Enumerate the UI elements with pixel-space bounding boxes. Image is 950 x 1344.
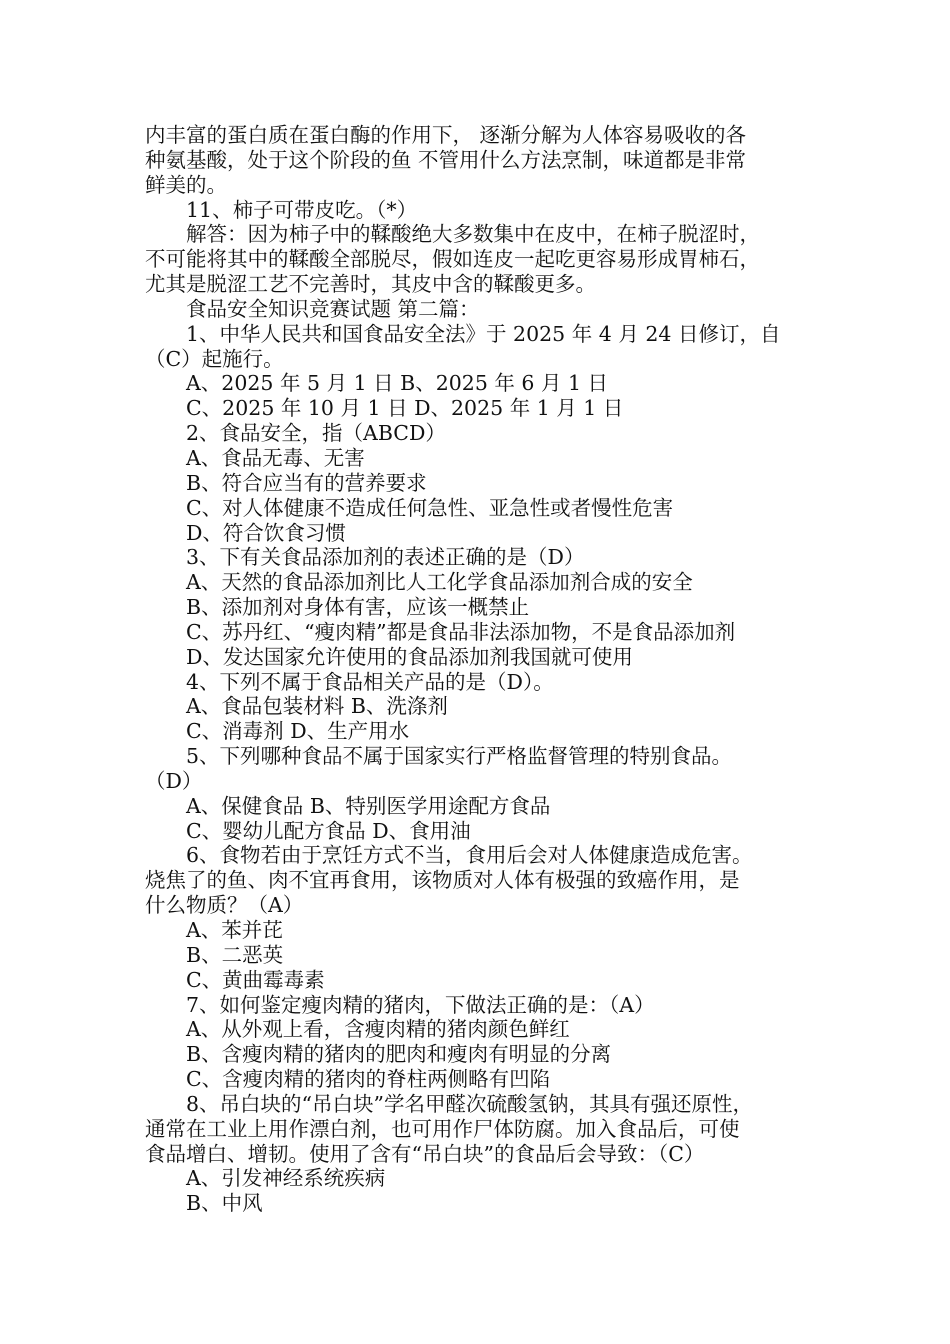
text-line: 食品安全知识竞赛试题 第二篇： [186,296,480,321]
text-line: 什么物质？（A） [145,893,304,918]
text-line: C、婴幼儿配方食品 D、食用油 [186,818,471,843]
text-line: 鲜美的。 [145,172,227,197]
text-line: A、天然的食品添加剂比人工化学食品添加剂合成的安全 [186,570,693,595]
text-line: 不可能将其中的鞣酸全部脱尽，假如连皮一起吃更容易形成胃柿石， [145,247,760,272]
text-line: C、黄曲霉毒素 [186,967,325,992]
text-line: 食品增白、增韧。使用了含有“吊白块”的食品后会导致：（C） [145,1141,705,1166]
text-line: （D） [145,768,203,793]
text-line: C、含瘦肉精的猪肉的脊柱两侧略有凹陷 [186,1067,551,1092]
text-line: D、发达国家允许使用的食品添加剂我国就可使用 [186,644,633,669]
text-line: C、2025 年 10 月 1 日 D、2025 年 1 月 1 日 [186,396,624,421]
text-line: 11、柿子可带皮吃。（*） [186,197,418,222]
text-line: 8、吊白块的“吊白块”学名甲醛次硫酸氢钠，其具有强还原性， [186,1091,754,1116]
text-line: 解答：因为柿子中的鞣酸绝大多数集中在皮中，在柿子脱涩时， [186,222,760,247]
text-line: C、对人体健康不造成任何急性、亚急性或者慢性危害 [186,495,674,520]
text-line: C、苏丹红、“瘦肉精”都是食品非法添加物，不是食品添加剂 [186,619,736,644]
text-line: 7、如何鉴定瘦肉精的猪肉，下做法正确的是：（A） [186,992,655,1017]
text-line: 烧焦了的鱼、肉不宜再食用，该物质对人体有极强的致癌作用，是 [145,868,740,893]
text-line: 2、食品安全，指（ABCD） [186,421,446,446]
text-line: B、添加剂对身体有害，应该一概禁止 [186,595,530,620]
text-line: B、符合应当有的营养要求 [186,470,427,495]
text-line: A、引发神经系统疾病 [186,1166,386,1191]
document-body [145,123,825,1216]
text-line: C、消毒剂 D、生产用水 [186,719,410,744]
text-line: 6、食物若由于烹饪方式不当，食用后会对人体健康造成危害。 [186,843,753,868]
text-line: 1、中华人民共和国食品安全法》于 2025 年 4 月 24 日修订，自 [186,321,781,346]
text-line: B、二恶英 [186,942,284,967]
text-line: 种氨基酸，处于这个阶段的鱼 不管用什么方法烹制，味道都是非常 [145,147,747,172]
text-line: 通常在工业上用作漂白剂，也可用作尸体防腐。加入食品后，可使 [145,1116,740,1141]
text-line: 4、下列不属于食品相关产品的是（D）。 [186,669,554,694]
text-line: A、从外观上看，含瘦肉精的猪肉颜色鲜红 [186,1017,570,1042]
text-line: D、符合饮食习惯 [186,520,346,545]
text-line: B、含瘦肉精的猪肉的肥肉和瘦肉有明显的分离 [186,1042,612,1067]
text-line: 尤其是脱涩工艺不完善时，其皮中含的鞣酸更多。 [145,272,596,297]
text-line: A、苯并芘 [186,918,283,942]
text-line: A、食品包装材料 B、洗涤剂 [186,694,448,719]
text-line: 5、下列哪种食品不属于国家实行严格监督管理的特别食品。 [186,744,733,769]
text-line: 3、下有关食品添加剂的表述正确的是（D） [186,545,585,570]
text-line: （C）起施行。 [145,346,284,371]
text-line: A、食品无毒、无害 [186,445,365,470]
text-line: A、2025 年 5 月 1 日 B、2025 年 6 月 1 日 [186,371,609,396]
text-line: B、中风 [186,1191,263,1216]
text-line: 内丰富的蛋白质在蛋白酶的作用下， 逐渐分解为人体容易吸收的各 [145,123,747,147]
text-line: A、保健食品 B、特别医学用途配方食品 [186,793,551,818]
